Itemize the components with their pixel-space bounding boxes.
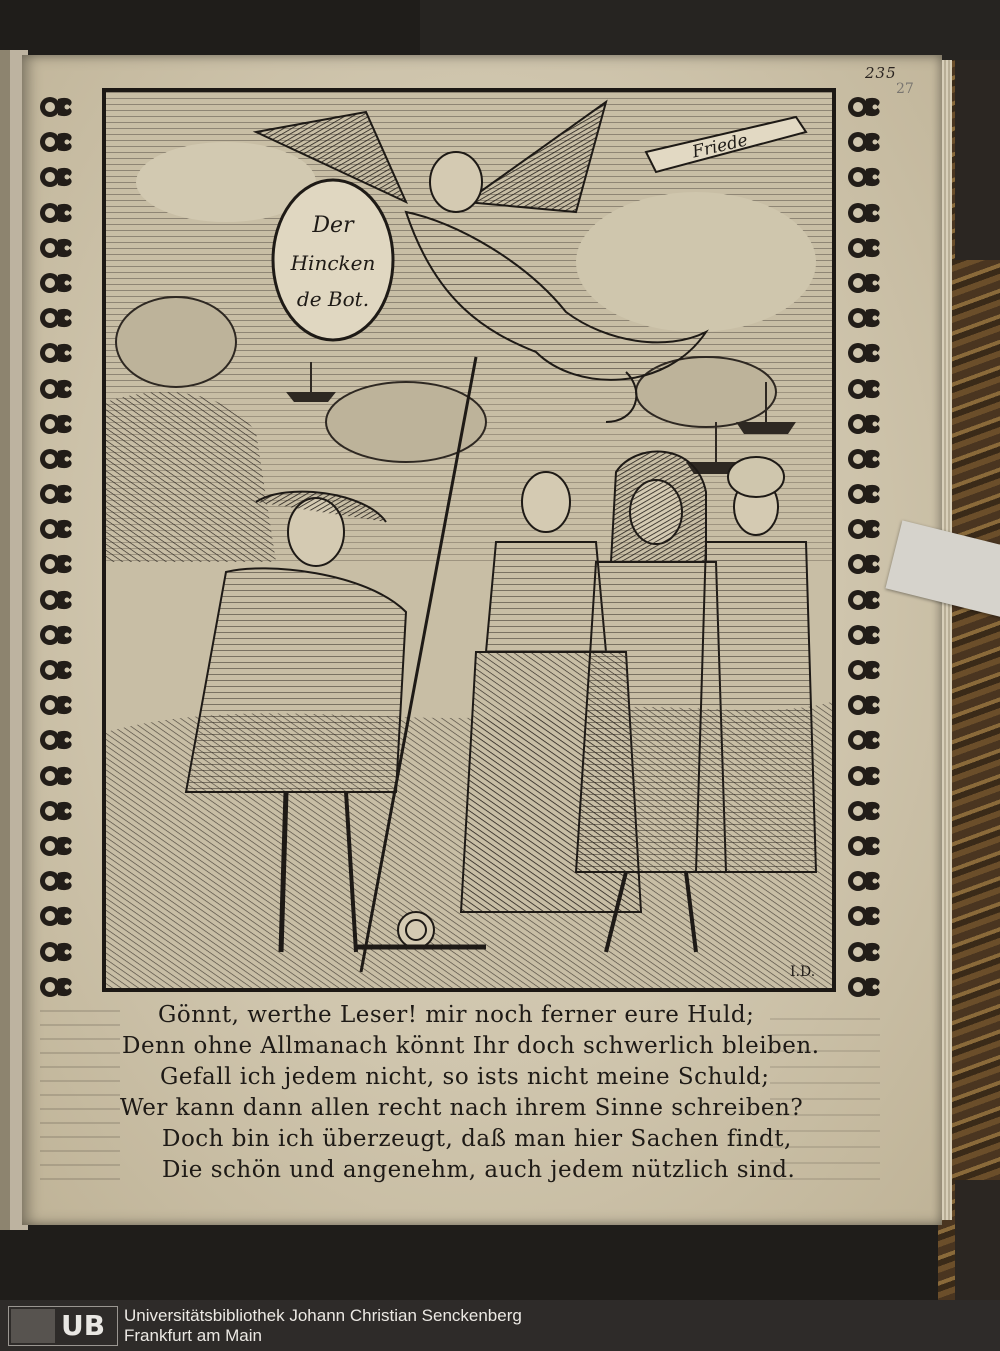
fleuron-ornament-icon <box>846 832 890 860</box>
fleuron-ornament-icon <box>846 93 890 121</box>
fleuron-ornament-icon <box>846 656 890 684</box>
fleuron-ornament-icon <box>38 269 82 297</box>
fleuron-ornament-icon <box>38 480 82 508</box>
library-name <box>124 1306 522 1346</box>
left-page-shadow <box>0 50 10 1230</box>
fleuron-ornament-icon <box>38 128 82 156</box>
fleuron-ornament-icon <box>846 375 890 403</box>
fleuron-ornament-icon <box>38 93 82 121</box>
ornament-column-left <box>38 93 82 1001</box>
fleuron-ornament-icon <box>38 832 82 860</box>
library-name-line1: Universitätsbibliothek Johann Christian Senckenberg <box>124 1306 522 1325</box>
banner-text: Friede <box>690 130 750 163</box>
verse-line: Doch bin ich überzeugt, daß man hier Sachen findt, <box>162 1126 792 1152</box>
verse-line: Wer kann dann allen recht nach ihrem Sinne schreiben? <box>120 1095 804 1121</box>
medallion-line-1: Der <box>312 213 354 238</box>
fleuron-ornament-icon <box>846 339 890 367</box>
fleuron-ornament-icon <box>846 691 890 719</box>
logo-text: UB <box>61 1309 106 1342</box>
fleuron-ornament-icon <box>846 973 890 1001</box>
fleuron-ornament-icon <box>38 410 82 438</box>
fleuron-ornament-icon <box>38 375 82 403</box>
fleuron-ornament-icon <box>846 199 890 227</box>
fleuron-ornament-icon <box>846 515 890 543</box>
fleuron-ornament-icon <box>38 304 82 332</box>
fleuron-ornament-icon <box>38 234 82 262</box>
fleuron-ornament-icon <box>38 339 82 367</box>
fleuron-ornament-icon <box>846 586 890 614</box>
fleuron-ornament-icon <box>38 867 82 895</box>
medallion-line-3: de Bot. <box>296 287 370 311</box>
fleuron-ornament-icon <box>38 762 82 790</box>
book-cover-top <box>420 0 1000 60</box>
fleuron-ornament-icon <box>38 163 82 191</box>
verse-block <box>100 1000 860 1186</box>
fleuron-ornament-icon <box>846 304 890 332</box>
verse-line: Denn ohne Allmanach könnt Ihr doch schwerlich bleiben. <box>122 1033 820 1059</box>
fleuron-ornament-icon <box>846 762 890 790</box>
medallion <box>273 180 393 340</box>
woodcut-illustration <box>102 88 836 992</box>
fleuron-ornament-icon <box>846 234 890 262</box>
fleuron-ornament-icon <box>38 586 82 614</box>
fleuron-ornament-icon <box>846 410 890 438</box>
fleuron-ornament-icon <box>846 797 890 825</box>
fleuron-ornament-icon <box>846 128 890 156</box>
smoke <box>116 297 236 387</box>
fleuron-ornament-icon <box>38 621 82 649</box>
fleuron-ornament-icon <box>846 938 890 966</box>
ornament-column-right <box>846 93 890 1001</box>
portrait-icon <box>11 1309 55 1343</box>
fleuron-ornament-icon <box>38 515 82 543</box>
library-footer <box>0 1300 1000 1351</box>
book-cover-corner-bottom <box>955 1180 1000 1300</box>
artist-monogram: I.D. <box>790 964 816 980</box>
fleuron-ornament-icon <box>846 621 890 649</box>
fleuron-ornament-icon <box>38 938 82 966</box>
smoke <box>326 382 486 462</box>
fleuron-ornament-icon <box>38 199 82 227</box>
page-number: 235 <box>865 64 897 82</box>
fleuron-ornament-icon <box>38 656 82 684</box>
fleuron-ornament-icon <box>846 902 890 930</box>
fleuron-ornament-icon <box>38 726 82 754</box>
fleuron-ornament-icon <box>38 691 82 719</box>
fleuron-ornament-icon <box>846 445 890 473</box>
fleuron-ornament-icon <box>846 269 890 297</box>
fleuron-ornament-icon <box>846 480 890 508</box>
fleuron-ornament-icon <box>38 973 82 1001</box>
library-name-line2: Frankfurt am Main <box>124 1326 262 1345</box>
verse-line: Die schön und angenehm, auch jedem nützlich sind. <box>162 1157 796 1183</box>
cloud <box>576 192 816 332</box>
pencil-page-number: 27 <box>896 81 914 97</box>
fleuron-ornament-icon <box>846 726 890 754</box>
fleuron-ornament-icon <box>846 163 890 191</box>
verse-line: Gönnt, werthe Leser! mir noch ferner eure Huld; <box>158 1002 755 1028</box>
medallion-line-2: Hincken <box>290 251 376 275</box>
verse-line: Gefall ich jedem nicht, so ists nicht meine Schuld; <box>160 1064 770 1090</box>
fleuron-ornament-icon <box>846 550 890 578</box>
fleuron-ornament-icon <box>38 902 82 930</box>
fleuron-ornament-icon <box>38 445 82 473</box>
fleuron-ornament-icon <box>38 797 82 825</box>
fleuron-ornament-icon <box>38 550 82 578</box>
fleuron-ornament-icon <box>846 867 890 895</box>
library-logo[interactable] <box>8 1306 118 1346</box>
book-cover-corner <box>955 60 1000 260</box>
